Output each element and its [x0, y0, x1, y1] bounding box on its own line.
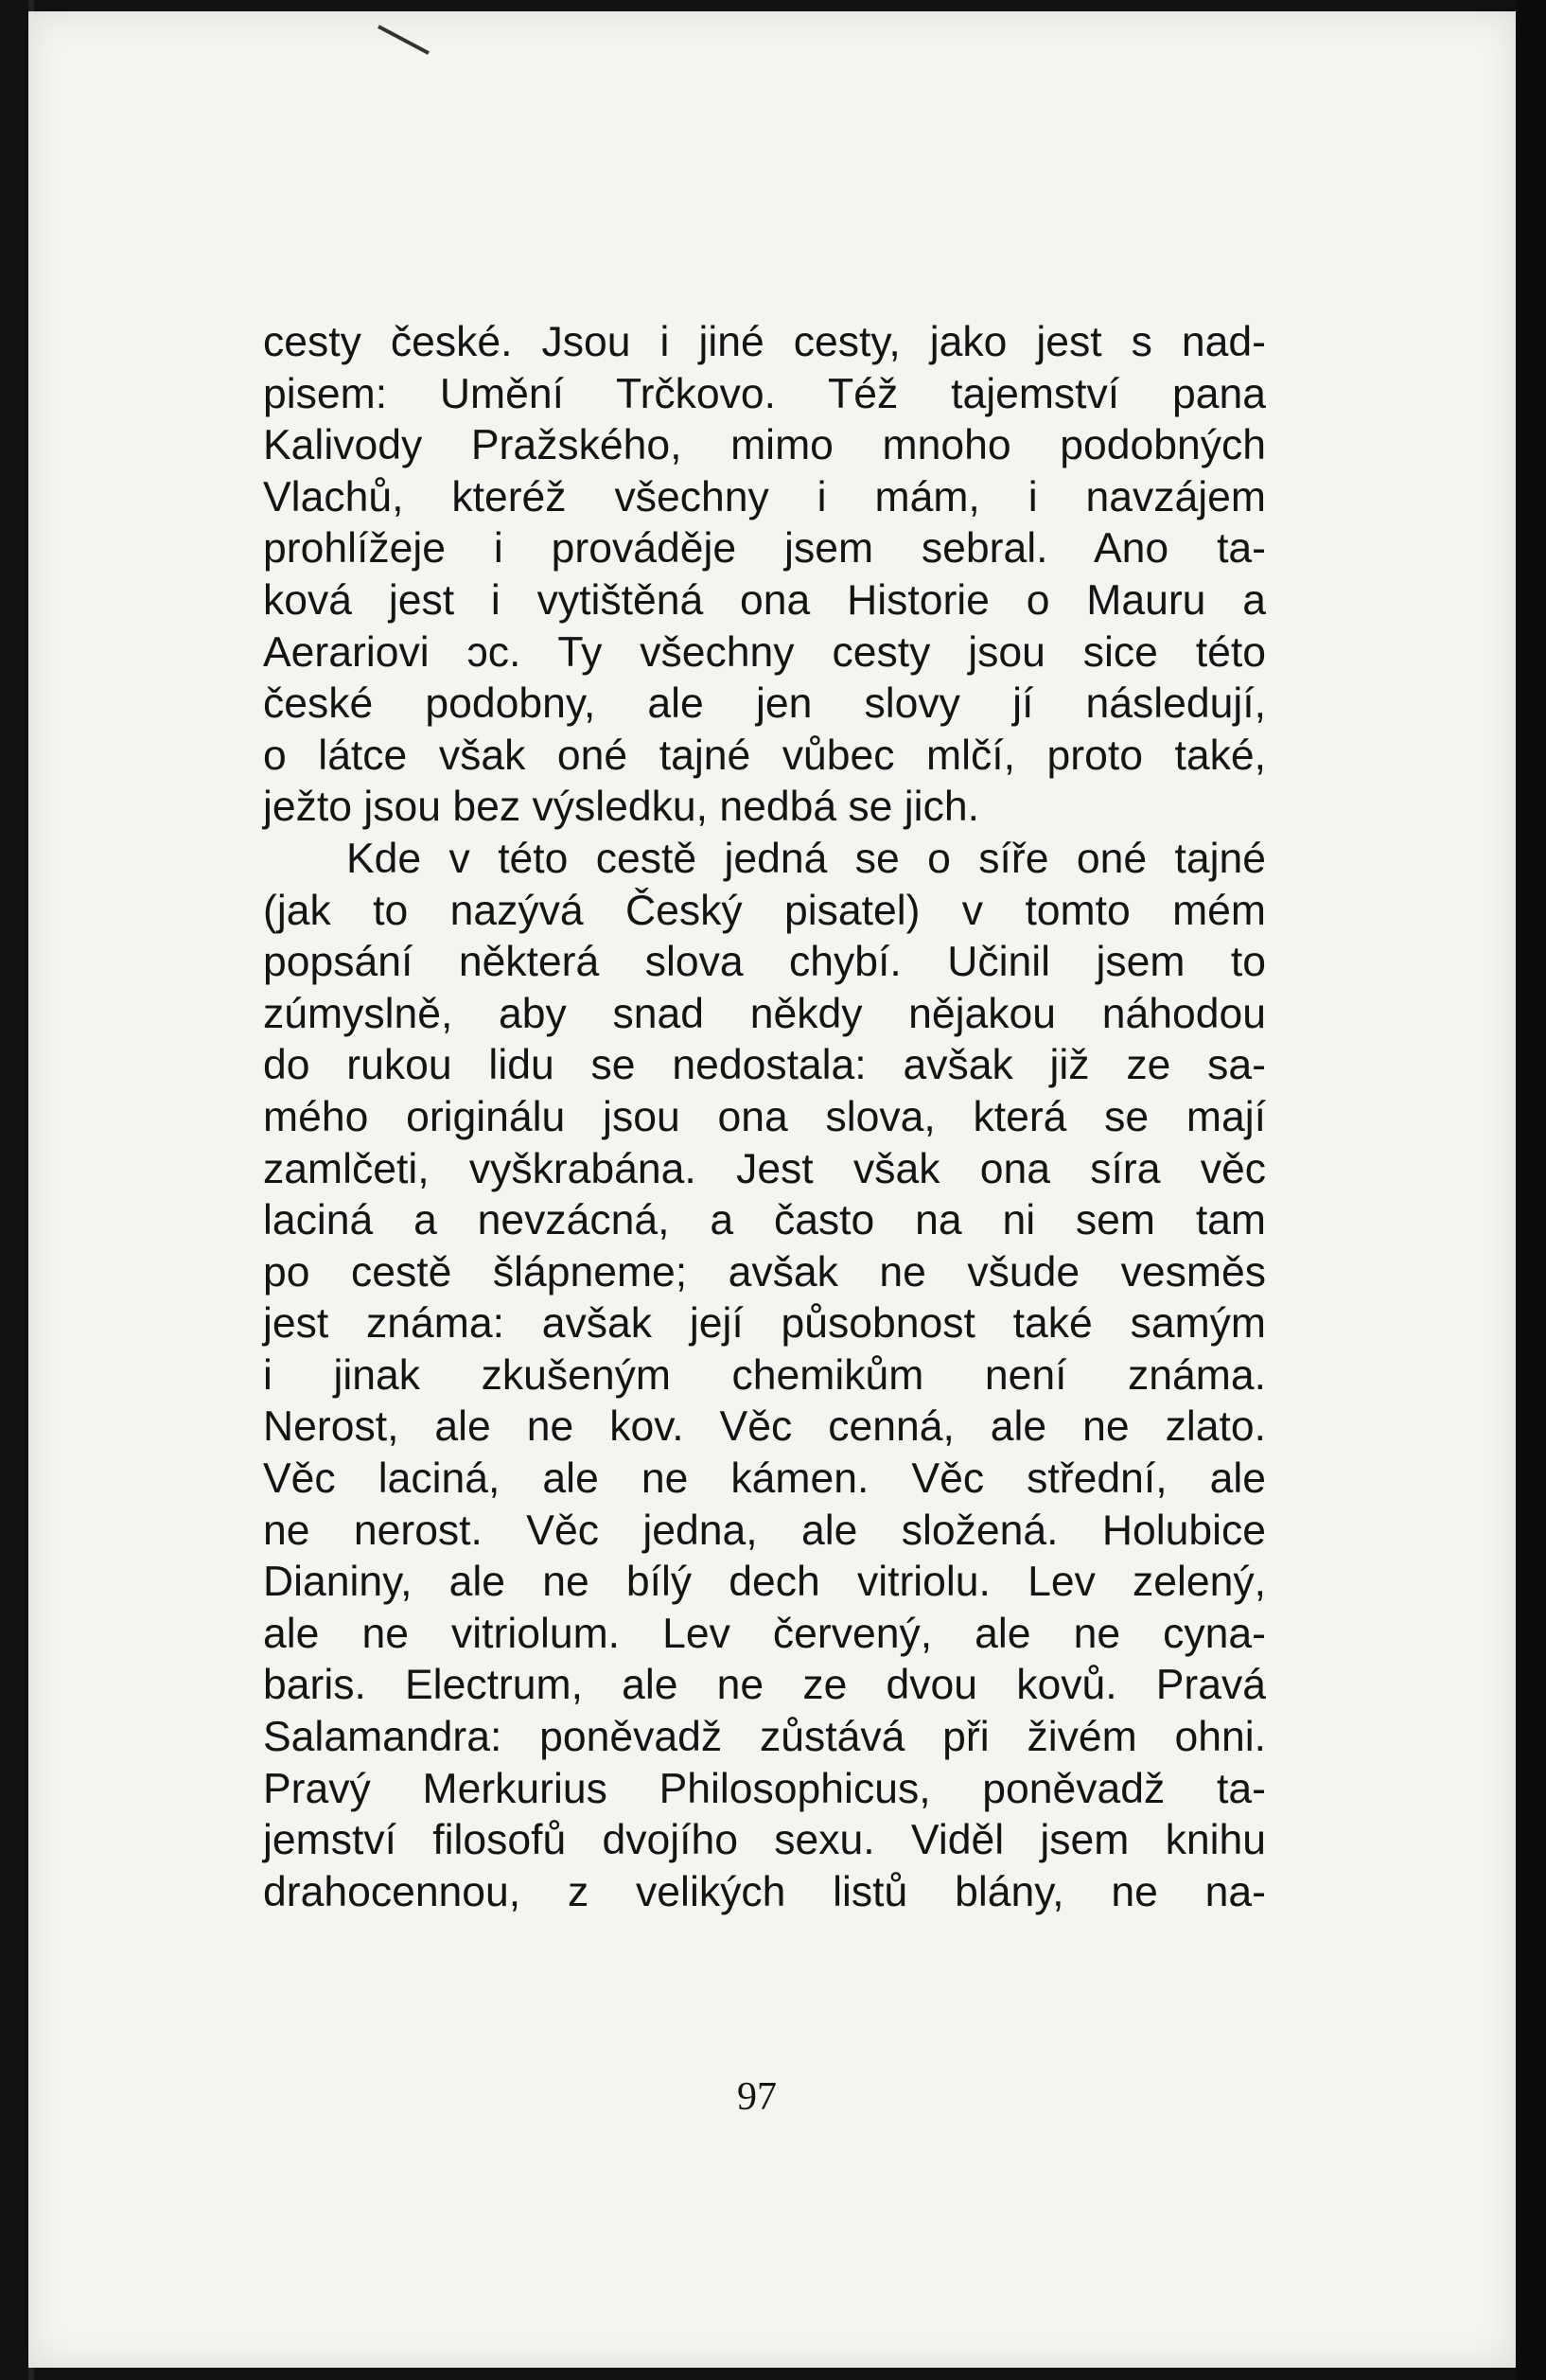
paragraph-1	[263, 317, 1266, 834]
text-line: Kalivody Pražského, mimo mnoho podobných	[263, 422, 1266, 469]
text-line: ne nerost. Věc jedna, ale složená. Holubice	[263, 1507, 1266, 1554]
text-line: laciná a nevzácná, a často na ni sem tam	[263, 1197, 1266, 1244]
text-line: mého originálu jsou ona slova, která se mají	[263, 1093, 1266, 1140]
text-line: cesty české. Jsou i jiné cesty, jako jest s nad-	[263, 319, 1266, 365]
text-line: zúmyslně, aby snad někdy nějakou náhodou	[263, 990, 1266, 1037]
text-line: popsání některá slova chybí. Učinil jsem to	[263, 939, 1266, 986]
text-line: baris. Electrum, ale ne ze dvou kovů. Pravá	[263, 1662, 1266, 1709]
text-line: drahocennou, z velikých listů blány, ne na-	[263, 1868, 1266, 1915]
text-line: i jinak zkušeným chemikům není známa.	[263, 1351, 1266, 1399]
text-line: Vlachů, kteréž všechny i mám, i navzájem	[263, 473, 1266, 520]
text-line: (jak to nazývá Český pisatel) v tomto mém	[263, 887, 1266, 934]
text-line: Dianiny, ale ne bílý dech vitriolu. Lev zelený,	[263, 1559, 1266, 1606]
paragraph-2	[263, 834, 1266, 1918]
text-line: Věc laciná, ale ne kámen. Věc střední, ale	[263, 1455, 1266, 1503]
text-line: Salamandra: poněvadž zůstává při živém ohni.	[263, 1714, 1266, 1761]
text-line: o látce však oné tajné vůbec mlčí, proto také,	[263, 732, 1266, 779]
page-number: 97	[737, 2075, 777, 2119]
text-line: po cestě šlápneme; avšak ne všude vesměs	[263, 1248, 1266, 1296]
text-line: ježto jsou bez výsledku, nedbá se jich.	[263, 784, 979, 831]
body-text	[263, 317, 1266, 1918]
text-line: jest známa: avšak její působnost také samým	[263, 1300, 1266, 1348]
text-line: Nerost, ale ne kov. Věc cenná, ale ne zlato.	[263, 1403, 1266, 1451]
text-line: prohlížeje i prováděje jsem sebral. Ano ta-	[263, 525, 1266, 573]
scan-edge-right	[1516, 0, 1546, 2380]
text-line: Aerariovi ͻc. Ty všechny cesty jsou sice této	[263, 628, 1266, 676]
text-line: pisem: Umění Trčkovo. Též tajemství pana	[263, 370, 1266, 417]
text-line: české podobny, ale jen slovy jí následují,	[263, 680, 1266, 728]
text-line: do rukou lidu se nedostala: avšak již ze sa-	[263, 1042, 1266, 1089]
text-line: Kde v této cestě jedná se o síře oné tajné	[346, 835, 1266, 882]
text-line: ale ne vitriolum. Lev červený, ale ne cyna-	[263, 1610, 1266, 1657]
text-line: ková jest i vytištěná ona Historie o Mauru a	[263, 576, 1266, 624]
text-line: Pravý Merkurius Philosophicus, poněvadž ta-	[263, 1765, 1266, 1812]
text-line: jemství filosofů dvojího sexu. Viděl jsem knihu	[263, 1817, 1266, 1864]
text-line: zamlčeti, vyškrabána. Jest však ona síra věc	[263, 1145, 1266, 1192]
